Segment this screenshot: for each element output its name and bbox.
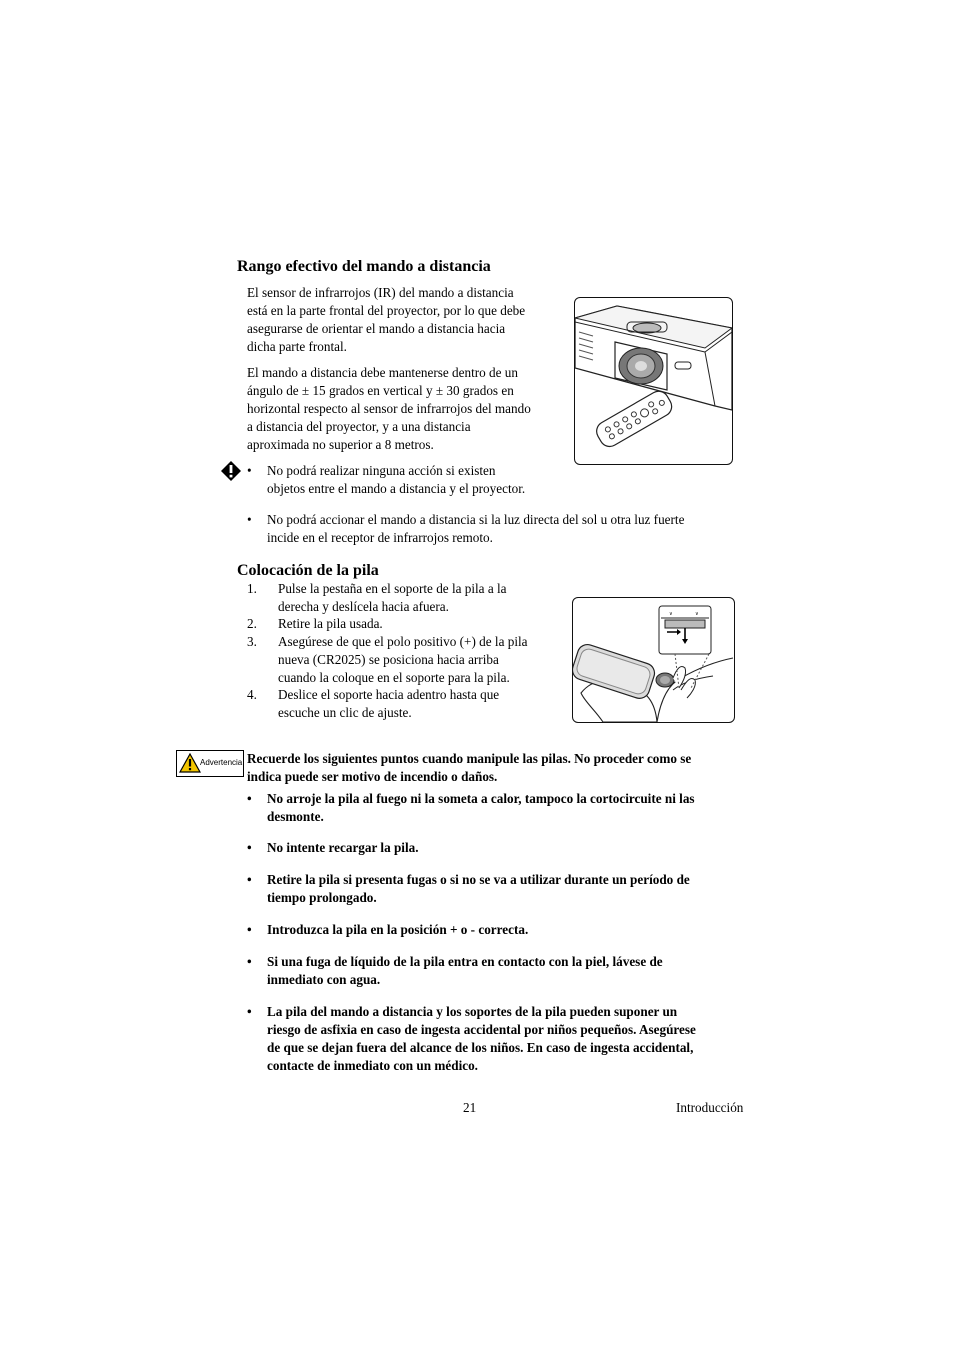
bullet: • [247,954,252,969]
text-line: indica puede ser motivo de incendio o daños. [247,769,498,784]
text-line: No intente recargar la pila. [267,840,419,855]
note-item [247,462,577,498]
section-heading-battery: Colocación de la pila [237,562,379,579]
warning-item [247,921,747,939]
text-line: riesgo de asfixia en caso de ingesta accidental por niños pequeños. Asegúrese [267,1022,696,1037]
text-line: Retire la pila si presenta fugas o si no se va a utilizar durante un período de [267,872,690,887]
text-line: Asegúrese de que el polo positivo (+) de la pila [278,634,528,649]
text-line: horizontal respecto al sensor de infrarrojos del mando [247,401,531,416]
paragraph-ir-sensor [247,284,567,356]
page-number: 21 [463,1100,477,1115]
warning-item [247,871,747,907]
text-line: a distancia del proyector, y a una distancia [247,419,471,434]
text-line: El mando a distancia debe mantenerse dentro de un [247,365,518,380]
exclamation-diamond-icon [220,460,242,482]
step-number: 2. [247,616,257,631]
warning-item [247,790,747,826]
bullet: • [247,922,252,937]
text-line: inmediato con agua. [267,972,381,987]
warning-triangle-icon [179,753,201,773]
footer-section-name: Introducción [676,1100,744,1115]
bullet: • [247,840,252,855]
battery-insertion-illustration [572,597,735,723]
text-line: está en la parte frontal del proyector, por lo que debe [247,303,526,318]
step-number: 4. [247,687,257,702]
text-line: No podrá accionar el mando a distancia si la luz directa del sol u otra luz fuerte [267,512,685,527]
projector-with-remote-illustration [574,297,733,465]
warning-item [247,839,747,857]
text-line: Retire la pila usada. [278,616,383,631]
note-item [247,511,747,547]
step-item [247,580,567,616]
bullet: • [247,463,252,478]
text-line: contacte de inmediato con un médico. [267,1058,478,1073]
step-item [247,633,567,687]
step-number: 3. [247,634,257,649]
text-line: cuando la coloque en el soporte para la pila. [278,670,510,685]
text-line: No arroje la pila al fuego ni la someta a calor, tampoco la cortocircuite ni las [267,791,695,806]
warning-intro [247,750,747,786]
text-line: Recuerde los siguientes puntos cuando manipule las pilas. No proceder como se [247,751,692,766]
text-line: Deslice el soporte hacia adentro hasta que [278,687,500,702]
warning-label-box [176,750,244,777]
text-line: incide en el receptor de infrarrojos remoto. [267,530,493,545]
text-line: nueva (CR2025) se posiciona hacia arriba [278,652,499,667]
warning-item [247,953,747,989]
text-line: El sensor de infrarrojos (IR) del mando a distancia [247,285,514,300]
text-line: aproximada no superior a 8 metros. [247,437,434,452]
text-line: tiempo prolongado. [267,890,377,905]
text-line: La pila del mando a distancia y los soportes de la pila pueden suponer un [267,1004,678,1019]
text-line: dicha parte frontal. [247,339,347,354]
svg-text:∨: ∨ [669,611,673,617]
paragraph-remote-angle [247,364,567,454]
text-line: escuche un clic de ajuste. [278,705,412,720]
bullet: • [247,791,252,806]
bullet: • [247,872,252,887]
text-line: ángulo de ± 15 grados en vertical y ± 30 grados en [247,383,514,398]
section-heading-remote-range: Rango efectivo del mando a distancia [237,258,491,275]
warning-label: Advertencia [200,758,243,767]
text-line: objetos entre el mando a distancia y el proyector. [267,481,526,496]
step-number: 1. [247,581,257,596]
bullet: • [247,512,252,527]
warning-item [247,1003,747,1075]
text-line: derecha y deslícela hacia afuera. [278,599,449,614]
text-line: de que se dejan fuera del alcance de los niños. En caso de ingesta accidental, [267,1040,694,1055]
text-line: Pulse la pestaña en el soporte de la pila a la [278,581,507,596]
step-item [247,615,567,633]
bullet: • [247,1004,252,1019]
text-line: No podrá realizar ninguna acción si existen [267,463,496,478]
text-line: Introduzca la pila en la posición + o - correcta. [267,922,529,937]
svg-text:∨: ∨ [695,611,699,617]
text-line: asegurarse de orientar el mando a distancia hacia [247,321,506,336]
text-line: Si una fuga de líquido de la pila entra en contacto con la piel, lávese de [267,954,663,969]
text-line: desmonte. [267,809,324,824]
step-item [247,686,567,722]
